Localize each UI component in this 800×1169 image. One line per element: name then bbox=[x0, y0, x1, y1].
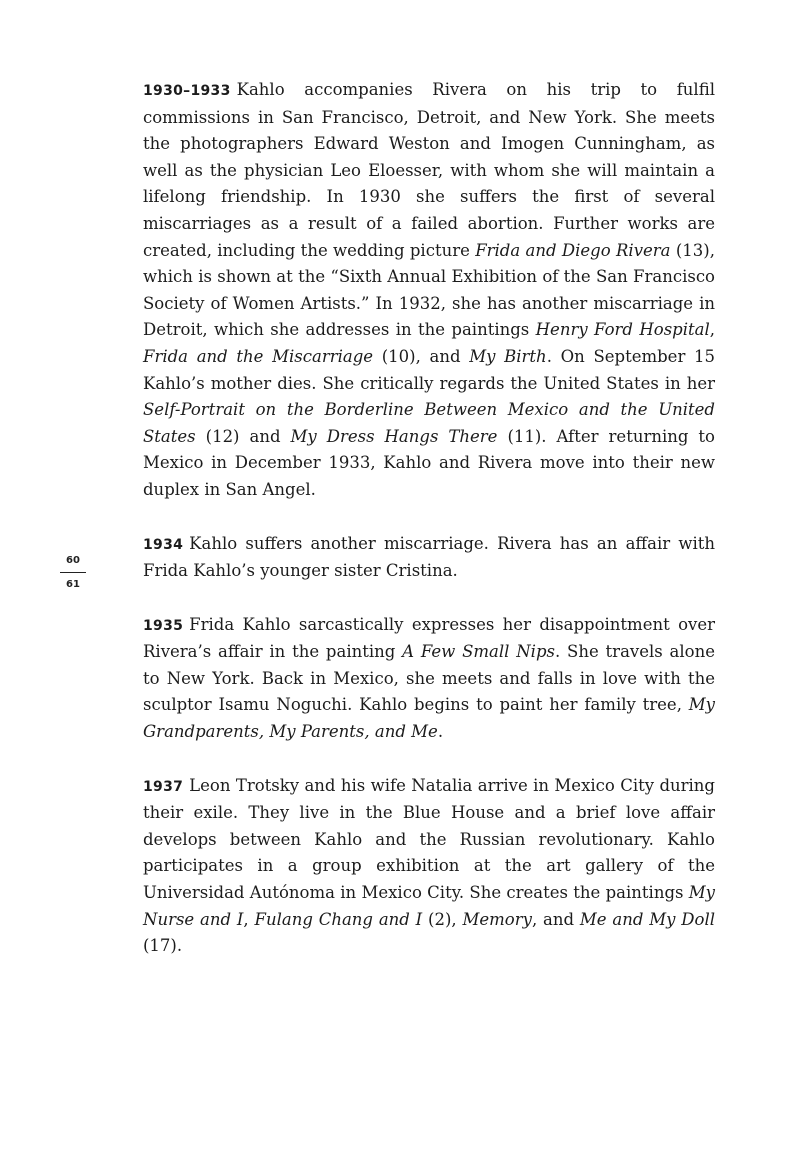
text-segment: , and bbox=[531, 909, 580, 929]
artwork-title: My Dress Hangs There bbox=[290, 426, 498, 446]
artwork-title: Self-Portrait on the Borderline Between Mexico and the United States bbox=[143, 400, 715, 446]
text-segment: (17). bbox=[143, 936, 183, 956]
artwork-title: Henry Ford Hospital bbox=[535, 320, 710, 340]
entry-text bbox=[143, 534, 715, 581]
text-segment: , bbox=[709, 320, 715, 340]
artwork-title: Me and My Doll bbox=[579, 909, 716, 929]
text-segment: (12) and bbox=[195, 426, 291, 446]
text-segment: Leon Trotsky and his wife Natalia arrive in Mexico City during their exile. They live in the Blue House and a brief love affair develops between Kahlo and the Russian revolutionary. Kahlo participates in a group exhibition at the art gallery of the Universidad Autónoma in Mexico City. She creates the paintings bbox=[143, 775, 715, 903]
artwork-title: Frida and Diego Rivera bbox=[475, 240, 671, 260]
text-segment: (2), bbox=[422, 909, 463, 929]
text-segment: . bbox=[437, 722, 444, 742]
text-segment: Kahlo suffers another miscarriage. Rivera has an affair with Frida Kahlo’s younger sister Cristina. bbox=[143, 533, 715, 581]
text-segment: Frida Kahlo sarcastically expresses her disappointment over Rivera’s affair in the painting bbox=[143, 614, 715, 662]
chronology-text bbox=[143, 77, 715, 987]
page-numbers bbox=[60, 555, 86, 590]
artwork-title: My Grandparents, My Parents, and Me bbox=[143, 695, 715, 742]
chronology-entry-1935 bbox=[143, 612, 715, 746]
text-segment: (13), which is shown at the “Sixth Annual Exhibition of the San Francisco Society of Women Artists.” In 1932, she has another miscarriage in Detroit, which she addresses in the paintings bbox=[143, 240, 715, 340]
artwork-title: A Few Small Nips bbox=[402, 642, 555, 662]
text-segment: (11). After returning to Mexico in December 1933, Kahlo and Rivera move into their new duplex in San Angel. bbox=[143, 426, 715, 499]
entry-year: 1937 bbox=[143, 778, 184, 795]
text-segment: (10), and bbox=[373, 346, 470, 366]
text-segment: . On September 15 Kahlo’s mother dies. She critically regards the United States in her bbox=[143, 346, 716, 393]
entry-text bbox=[143, 776, 715, 956]
page-number-right: 61 bbox=[66, 579, 80, 590]
artwork-title: Frida and the Miscarriage bbox=[143, 346, 374, 366]
text-segment: Kahlo accompanies Rivera on his trip to fulfil commissions in San Francisco, Detroit, and New York. She meets the photographers Edward Weston and Imogen Cunningham, as well as the physician Leo Eloesser, with whom she will maintain a lifelong friendship. In 1930 she suffers the first of several miscarriages as a result of a failed abortion. Further works are created, including the wedding picture bbox=[143, 80, 715, 260]
page-number-divider bbox=[60, 572, 86, 573]
artwork-title: Memory bbox=[462, 909, 532, 929]
artwork-title: My Birth bbox=[469, 346, 547, 366]
chronology-entry-1934 bbox=[143, 531, 715, 585]
page-number-left: 60 bbox=[66, 555, 80, 566]
text-segment: , bbox=[243, 909, 255, 929]
entry-year: 1930–1933 bbox=[143, 83, 231, 99]
entry-text bbox=[143, 615, 715, 741]
text-segment: . She travels alone to New York. Back in Mexico, she meets and falls in love with the sculptor Isamu Noguchi. Kahlo begins to paint her family tree, bbox=[143, 642, 715, 715]
entry-text bbox=[143, 80, 715, 499]
entry-year: 1935 bbox=[143, 617, 184, 634]
artwork-title: My Nurse and I bbox=[143, 883, 715, 929]
chronology-entry-1937 bbox=[143, 773, 715, 960]
artwork-title: Fulang Chang and I bbox=[254, 909, 423, 929]
chronology-entry-1930 bbox=[143, 77, 715, 504]
entry-year: 1934 bbox=[143, 536, 184, 553]
